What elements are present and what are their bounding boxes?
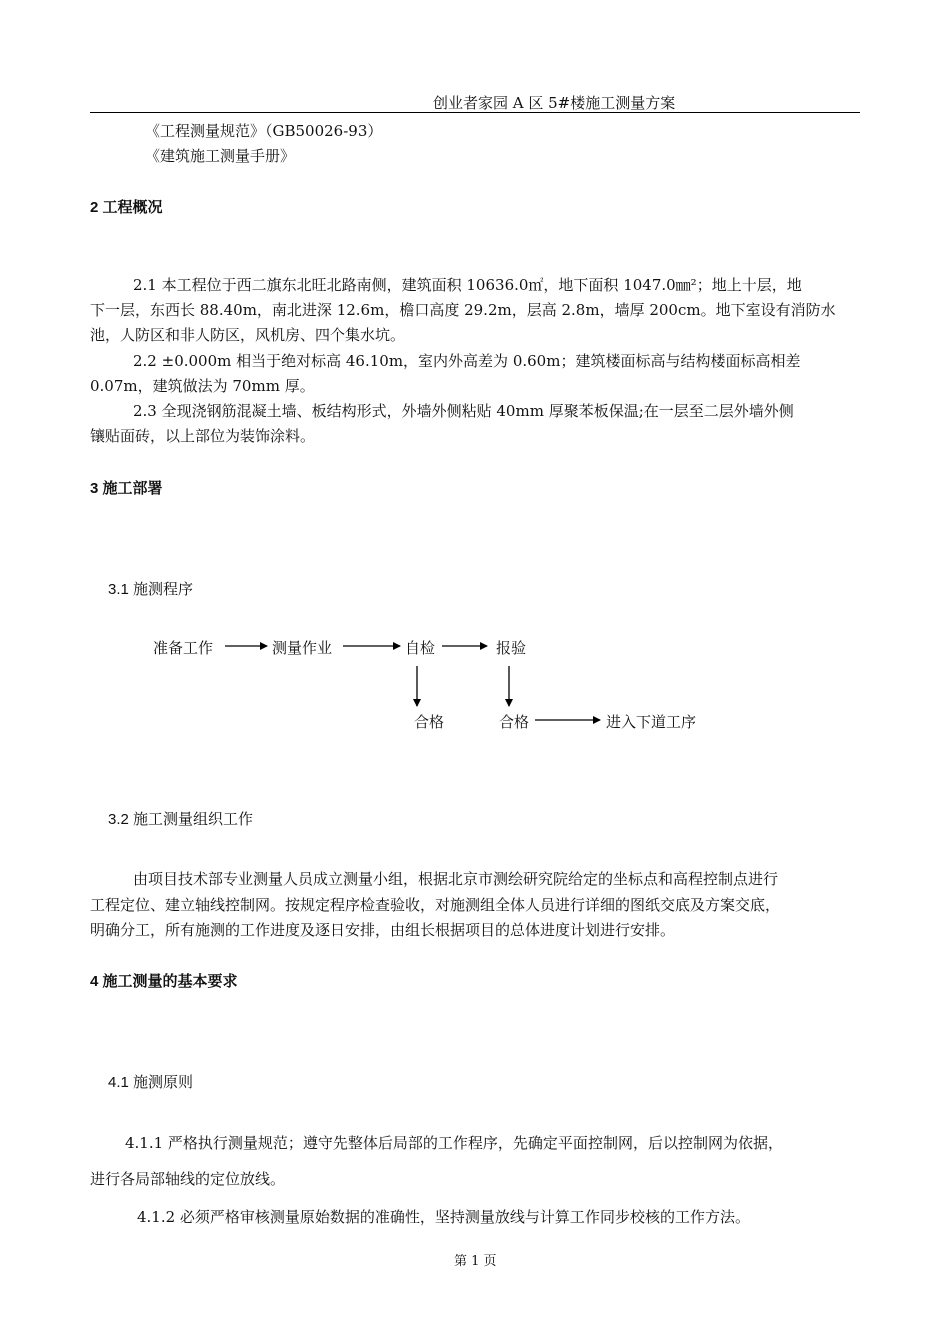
s3-org-line-3: 明确分工，所有施测的工作进度及逐日安排，由组长根据项目的总体进度计划进行安排。 <box>90 921 676 939</box>
s2-paragraph-1-line-2: 下一层，东西长 88.40m，南北进深 12.6m，檐口高度 29.2m，层高 2.8m，墙厚 200cm。地下室设有消防水 <box>90 301 836 319</box>
running-header: 创业者家园 A 区 5#楼施工测量方案 <box>433 94 676 112</box>
flow-node-selfcheck: 自检 <box>405 639 436 657</box>
page-number: 第 1 页 <box>454 1254 497 1269</box>
s2-paragraph-1-line-3: 池，人防区和非人防区，风机房、四个集水坑。 <box>90 326 406 344</box>
s4-rule-2-line-1: 4.1.2 必须严格审核测量原始数据的准确性，坚持测量放线与计算工作同步校核的工作方法。 <box>137 1208 750 1226</box>
s4-rule-1-line-2: 进行各局部轴线的定位放线。 <box>90 1170 286 1188</box>
s2-paragraph-2-line-2: 0.07m，建筑做法为 70mm 厚。 <box>90 377 315 395</box>
s2-paragraph-2-line-1: 2.2 ±0.000m 相当于绝对标高 46.10m，室内外高差为 0.60m；建筑楼面标高与结构楼面标高相差 <box>133 352 801 370</box>
subsection-3-2-heading: 3.2 施工测量组织工作 <box>108 811 254 828</box>
subsection-3-1-heading: 3.1 施测程序 <box>108 581 194 598</box>
section-3-heading: 3 施工部署 <box>90 480 163 497</box>
s3-org-line-1: 由项目技术部专业测量人员成立测量小组，根据北京市测绘研究院给定的坐标点和高程控制点进行 <box>133 870 779 888</box>
section-4-heading: 4 施工测量的基本要求 <box>90 973 238 990</box>
reference-standard: 《工程测量规范》（GB50026-93） <box>145 122 383 140</box>
section-2-heading: 2 工程概况 <box>90 199 163 216</box>
s2-paragraph-3-line-2: 镶贴面砖，以上部位为装饰涂料。 <box>90 427 316 445</box>
s4-rule-1-line-1: 4.1.1 严格执行测量规范；遵守先整体后局部的工作程序，先确定平面控制网，后以控制网为依据， <box>125 1134 783 1152</box>
flow-node-report: 报验 <box>496 639 527 657</box>
reference-manual: 《建筑施工测量手册》 <box>145 147 296 165</box>
s2-paragraph-1-line-1: 2.1 本工程位于西二旗东北旺北路南侧，建筑面积 10636.0㎡，地下面积 1047.0㎜²；地上十层，地 <box>133 276 802 294</box>
flow-node-pass-1: 合格 <box>414 713 445 731</box>
flow-node-next: 进入下道工序 <box>606 713 697 731</box>
subsection-4-1-heading: 4.1 施测原则 <box>108 1074 194 1091</box>
flow-node-measure: 测量作业 <box>272 639 333 657</box>
s3-org-line-2: 工程定位、建立轴线控制网。按规定程序检查验收，对施测组全体人员进行详细的图纸交底及方案交底， <box>90 896 781 914</box>
s2-paragraph-3-line-1: 2.3 全现浇钢筋混凝土墙、板结构形式，外墙外侧粘贴 40mm 厚聚苯板保温;在一层至二层外墙外侧 <box>133 402 794 420</box>
header-rule <box>90 112 860 113</box>
flow-node-prepare: 准备工作 <box>153 639 214 657</box>
flow-node-pass-2: 合格 <box>499 713 530 731</box>
procedure-flowchart <box>150 628 750 738</box>
